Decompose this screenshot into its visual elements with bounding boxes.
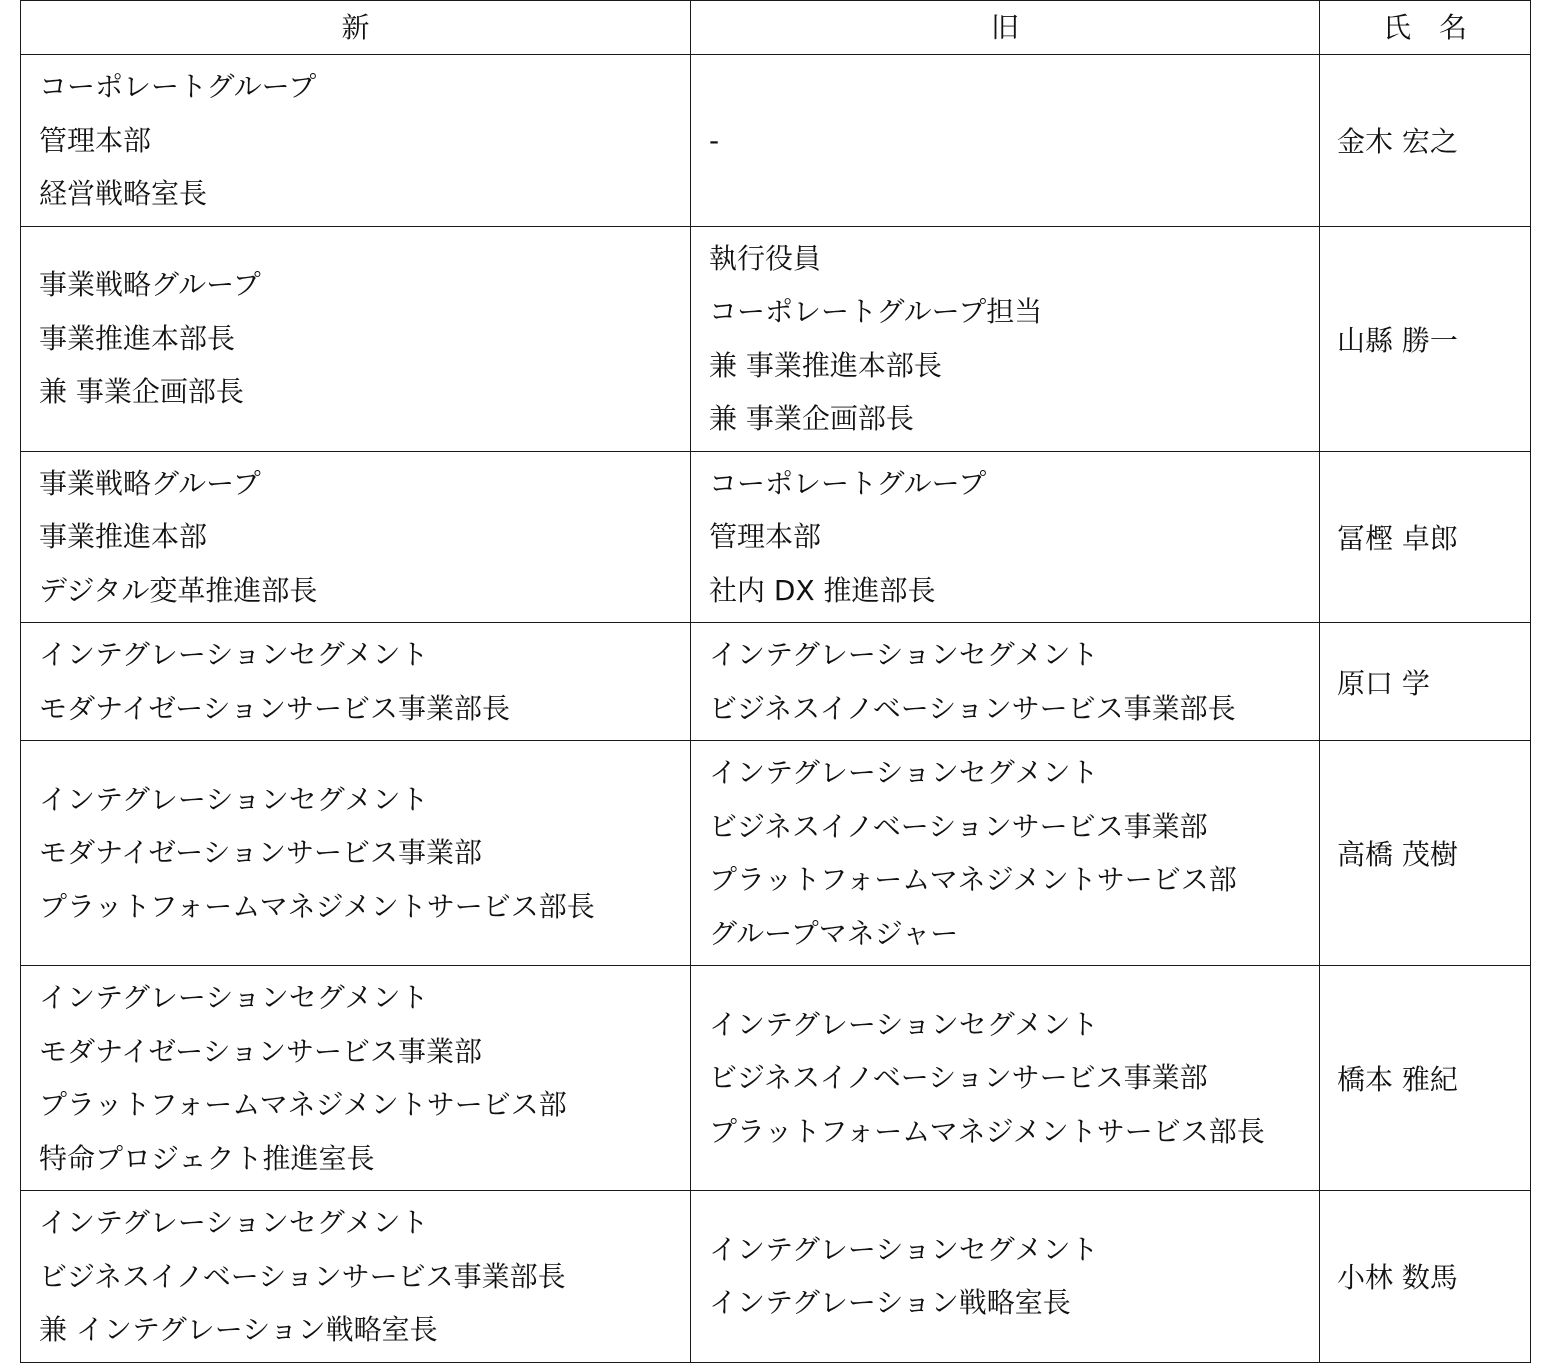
new-position-line: モダナイゼーションサービス事業部 <box>39 1034 482 1068</box>
old-position-line: コーポレートグループ担当 <box>709 295 1043 328</box>
new-position-line: インテグレーションセグメント <box>39 981 429 1014</box>
new-position-cell <box>21 966 691 1191</box>
new-position-line: デジタル変革推進部長 <box>39 573 318 607</box>
new-position-line: モダナイゼーションサービス事業部 <box>39 836 482 870</box>
table-row <box>21 623 1531 741</box>
header-new: 新 <box>21 1 691 55</box>
new-position-line: 兼 事業企画部長 <box>39 375 244 409</box>
old-position-cell <box>691 623 1320 741</box>
new-position-cell <box>21 623 691 741</box>
old-position-line: ビジネスイノベーションサービス事業部 <box>709 1061 1208 1095</box>
old-position-cell <box>691 741 1320 966</box>
new-position-cell <box>21 55 691 227</box>
old-position-cell <box>691 966 1320 1191</box>
new-position-line: 経営戦略室長 <box>39 177 208 210</box>
new-position-line: コーポレートグループ <box>39 70 317 103</box>
new-position-line: インテグレーションセグメント <box>39 1206 429 1239</box>
new-position-cell <box>21 451 691 623</box>
person-name: 橋本 雅紀 <box>1320 966 1531 1191</box>
new-position-line: プラットフォームマネジメントサービス部長 <box>39 889 595 923</box>
old-position-line: コーポレートグループ <box>709 466 987 500</box>
header-name: 氏 名 <box>1320 1 1531 55</box>
old-position-line: グループマネジャー <box>709 916 959 950</box>
old-position-line: ビジネスイノベーションサービス事業部 <box>709 809 1208 843</box>
old-position-cell <box>691 55 1320 227</box>
header-old: 旧 <box>691 1 1320 55</box>
old-position-line: 兼 事業企画部長 <box>709 402 914 435</box>
old-position-line: 執行役員 <box>709 241 822 275</box>
person-name: 山縣 勝一 <box>1320 226 1531 451</box>
new-position-cell <box>21 226 691 451</box>
old-position-line: プラットフォームマネジメントサービス部長 <box>709 1114 1265 1148</box>
old-position-line: - <box>709 123 720 157</box>
new-position-line: 事業戦略グループ <box>39 268 261 302</box>
old-position-cell <box>691 1191 1320 1363</box>
new-position-line: ビジネスイノベーションサービス事業部長 <box>39 1259 566 1293</box>
table-row <box>21 55 1531 227</box>
header-row <box>21 1 1531 55</box>
person-name: 冨樫 卓郎 <box>1320 451 1531 623</box>
old-position-line: インテグレーションセグメント <box>709 1007 1099 1041</box>
new-position-cell <box>21 1191 691 1363</box>
table-row <box>21 1191 1531 1363</box>
person-name: 原口 学 <box>1320 623 1531 741</box>
person-name: 金木 宏之 <box>1320 55 1531 227</box>
old-position-line: 社内 DX 推進部長 <box>709 573 936 607</box>
old-position-cell <box>691 451 1320 623</box>
new-position-line: プラットフォームマネジメントサービス部 <box>39 1088 567 1121</box>
new-position-line: 特命プロジェクト推進室長 <box>39 1141 375 1175</box>
old-position-line: プラットフォームマネジメントサービス部 <box>709 863 1237 896</box>
personnel-change-table <box>20 0 1531 1363</box>
old-position-line: インテグレーションセグメント <box>709 1232 1099 1266</box>
person-name: 小林 数馬 <box>1320 1191 1531 1363</box>
new-position-line: 事業推進本部長 <box>39 321 236 355</box>
old-position-line: インテグレーション戦略室長 <box>709 1286 1071 1320</box>
table-row <box>21 451 1531 623</box>
new-position-line: モダナイゼーションサービス事業部長 <box>39 691 510 725</box>
table-row <box>21 966 1531 1191</box>
new-position-line: インテグレーションセグメント <box>39 638 429 671</box>
new-position-line: 事業推進本部 <box>39 520 208 553</box>
new-position-cell <box>21 741 691 966</box>
table-row <box>21 741 1531 966</box>
old-position-line: インテグレーションセグメント <box>709 756 1099 789</box>
old-position-line: インテグレーションセグメント <box>709 638 1099 671</box>
old-position-line: 管理本部 <box>709 520 822 553</box>
old-position-line: ビジネスイノベーションサービス事業部長 <box>709 691 1236 725</box>
old-position-line: 兼 事業推進本部長 <box>709 348 942 382</box>
new-position-line: 管理本部 <box>39 123 152 157</box>
person-name: 高橋 茂樹 <box>1320 741 1531 966</box>
old-position-cell <box>691 226 1320 451</box>
new-position-line: 兼 インテグレーション戦略室長 <box>39 1313 438 1346</box>
table-row <box>21 226 1531 451</box>
new-position-line: インテグレーションセグメント <box>39 782 429 816</box>
new-position-line: 事業戦略グループ <box>39 466 261 500</box>
